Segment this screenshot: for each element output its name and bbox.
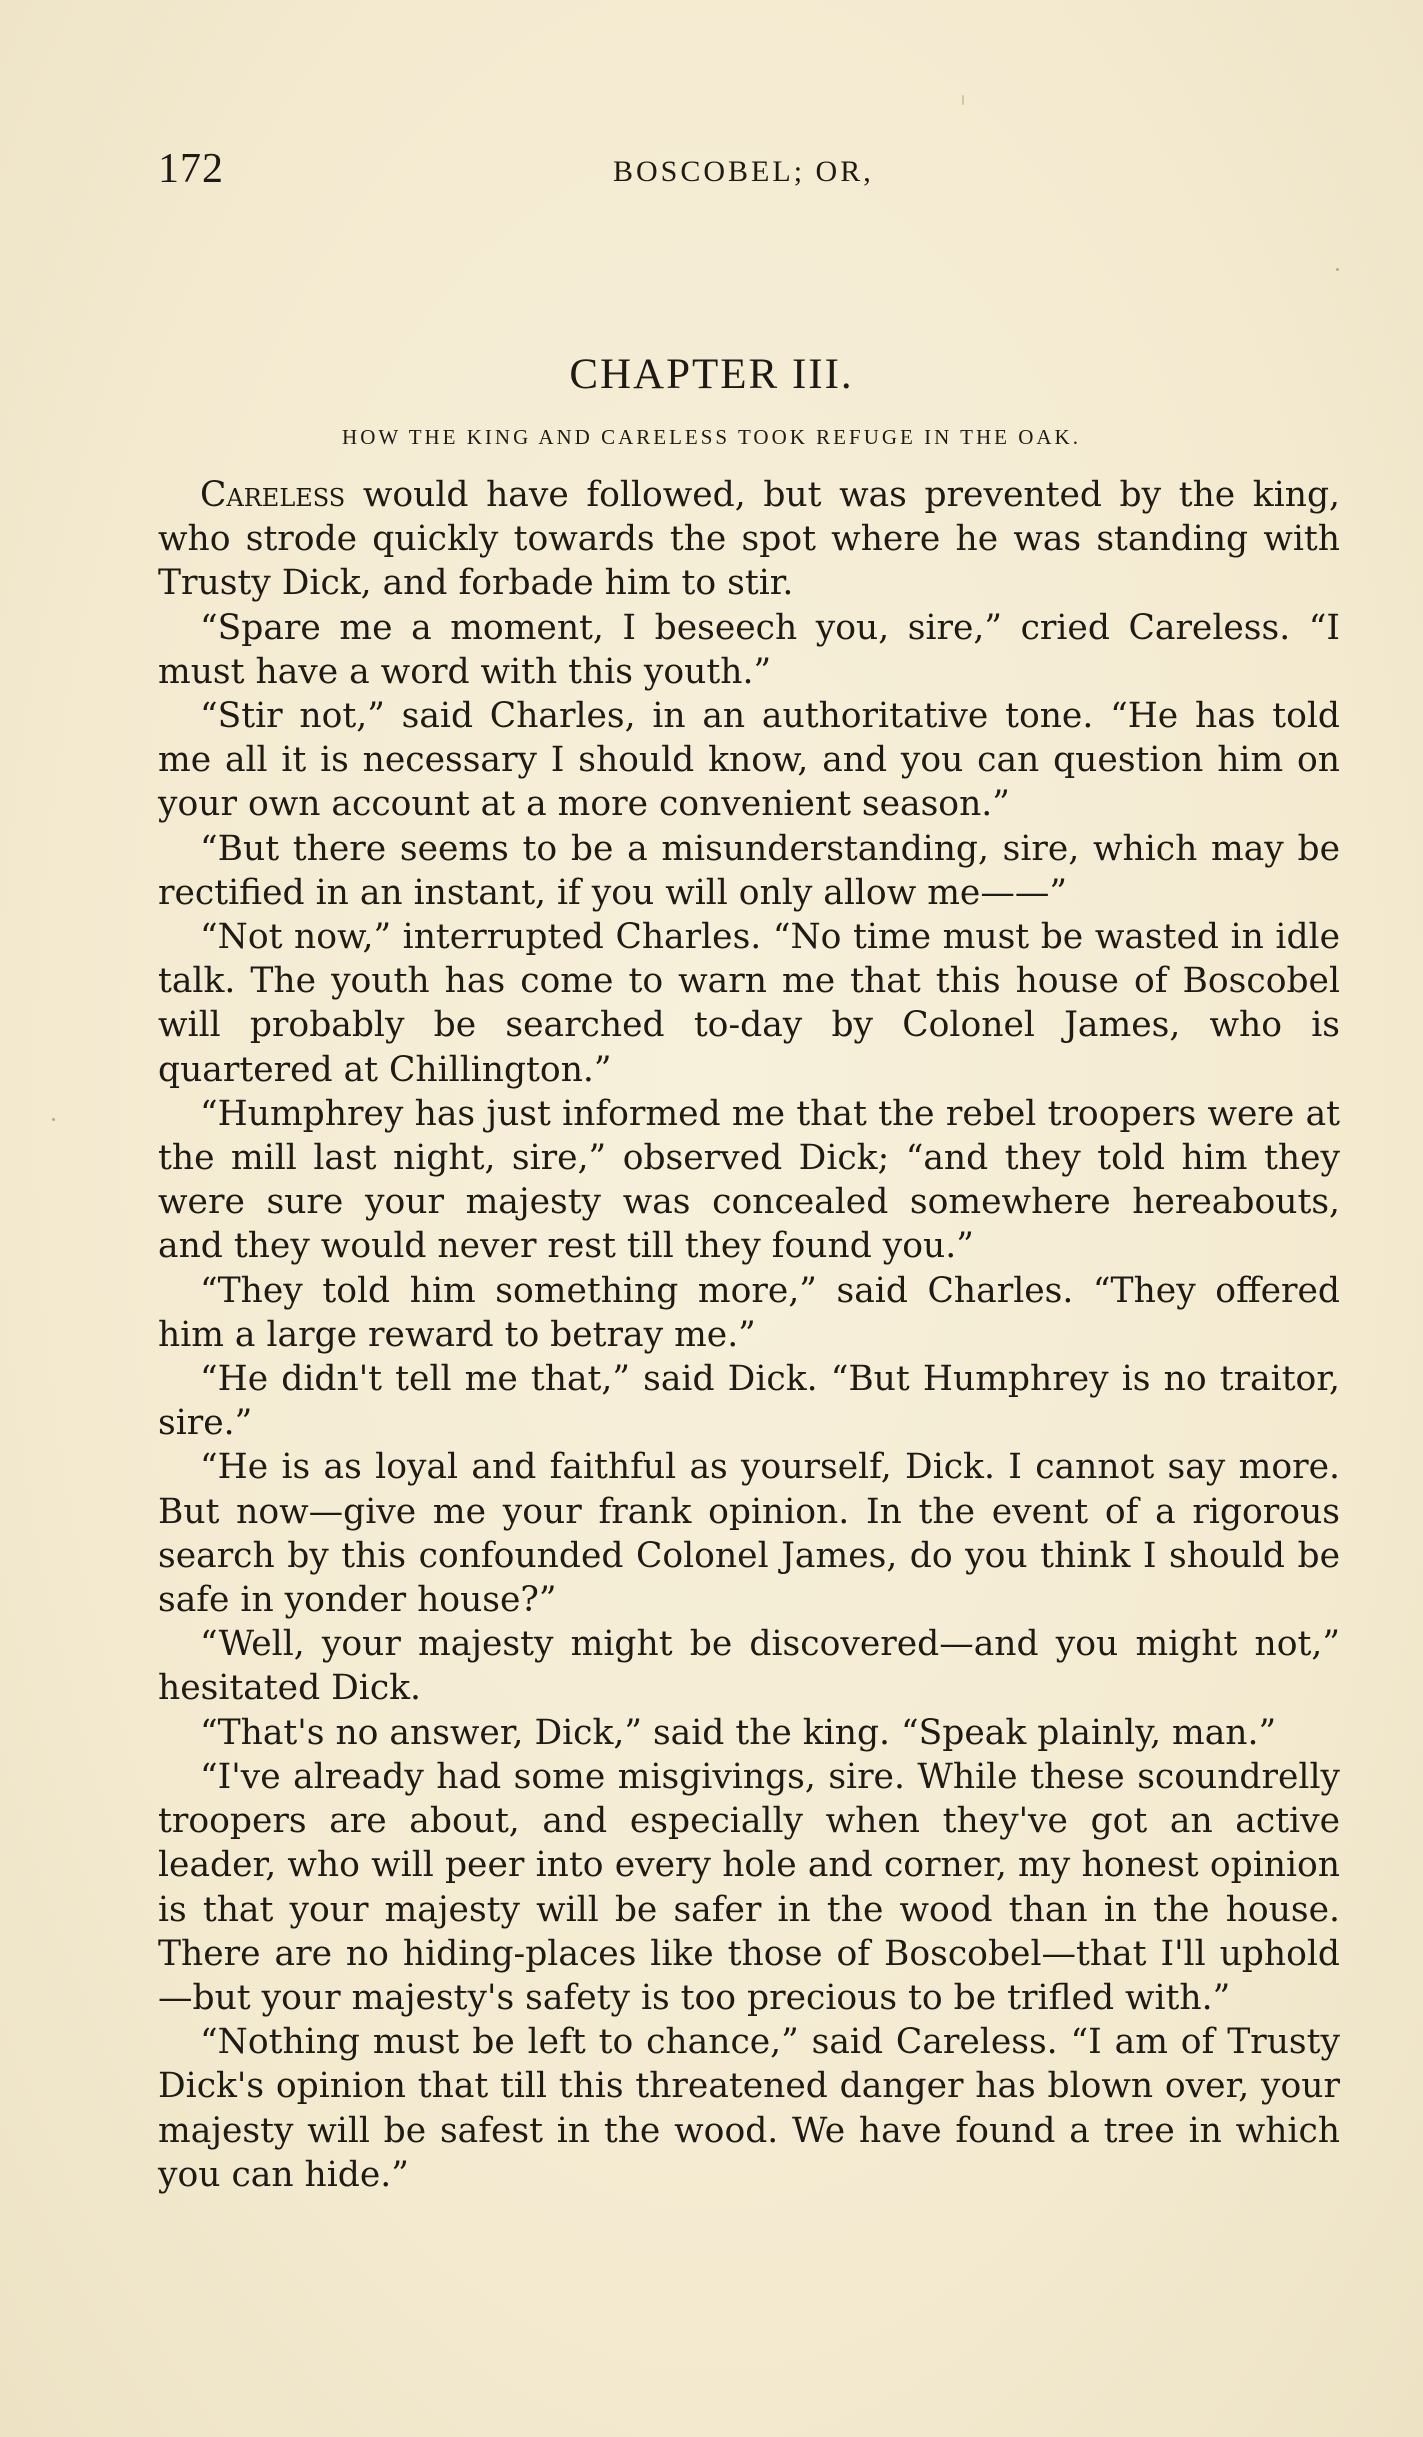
paragraph: “He didn't tell me that,” said Dick. “But Humphrey is no traitor, sire.” — [158, 1359, 1340, 1444]
chapter-subtitle: HOW THE KING AND CARELESS TOOK REFUGE IN THE OAK. — [342, 425, 1081, 449]
paper-speck — [962, 95, 964, 105]
paragraph: “He is as loyal and faithful as yourself, Dick. I cannot say more. But now—give me your frank opinion. In the event of a rigorous search by this confounded Colonel James, do you think I should be safe in yonder house?” — [158, 1447, 1340, 1621]
paragraph-lead-smallcaps: Careless — [200, 475, 346, 515]
paragraph: “But there seems to be a misunderstanding, sire, which may be rectified in an instant, if you will only allow me——” — [158, 828, 1340, 913]
paragraph: “That's no answer, Dick,” said the king. “Speak plainly, man.” — [200, 1712, 1277, 1753]
paragraph: “I've already had some misgivings, sire. While these scoundrelly troopers are about, and especially when they've got an active leader, who will peer into every hole and corner, my honest opinion is that your majesty will be safer in the wood than in the house. There are no hiding-places like those of Boscobel—that I'll uphold—but your majesty's safety is too precious to be trifled with.” — [158, 1756, 1340, 2018]
paragraph: “Well, your majesty might be discovered—and you might not,” hesitated Dick. — [158, 1624, 1340, 1709]
paragraph-text: would have followed, but was prevented by the king, who strode quickly towards the spot where he was standing with Trusty Dick, and forbade him to stir. — [158, 475, 1340, 604]
running-head — [158, 145, 1188, 195]
paragraph: “Stir not,” said Charles, in an authoritative tone. “He has told me all it is necessary I should know, and you can question him on your own account at a more convenient season.” — [158, 696, 1340, 825]
paragraph — [158, 473, 1340, 606]
body-text — [158, 473, 1340, 2197]
paper-speck — [52, 1118, 55, 1121]
page-number: 172 — [158, 146, 224, 192]
paragraph: “Not now,” interrupted Charles. “No time must be wasted in idle talk. The youth has come to warn me that this house of Boscobel will probably be searched to-day by Colonel James, who is quartered at Chillington.” — [158, 917, 1340, 1090]
paper-speck — [1336, 268, 1339, 271]
running-title: BOSCOBEL; OR, — [613, 155, 874, 188]
paragraph: “They told him something more,” said Charles. “They offered him a large reward to betray me.” — [158, 1270, 1340, 1355]
paragraph: “Spare me a moment, I beseech you, sire,” cried Careless. “I must have a word with this youth.” — [158, 607, 1340, 692]
paragraph: “Nothing must be left to chance,” said Careless. “I am of Trusty Dick's opinion that till this threatened danger has blown over, your majesty will be safest in the wood. We have found a tree in which you can hide.” — [158, 2022, 1340, 2195]
paragraph: “Humphrey has just informed me that the rebel troopers were at the mill last night, sire,” observed Dick; “and they told him they were sure your majesty was concealed somewhere hereabouts, and they would never rest till they found you.” — [158, 1093, 1340, 1267]
chapter-heading: CHAPTER III. — [569, 351, 854, 398]
